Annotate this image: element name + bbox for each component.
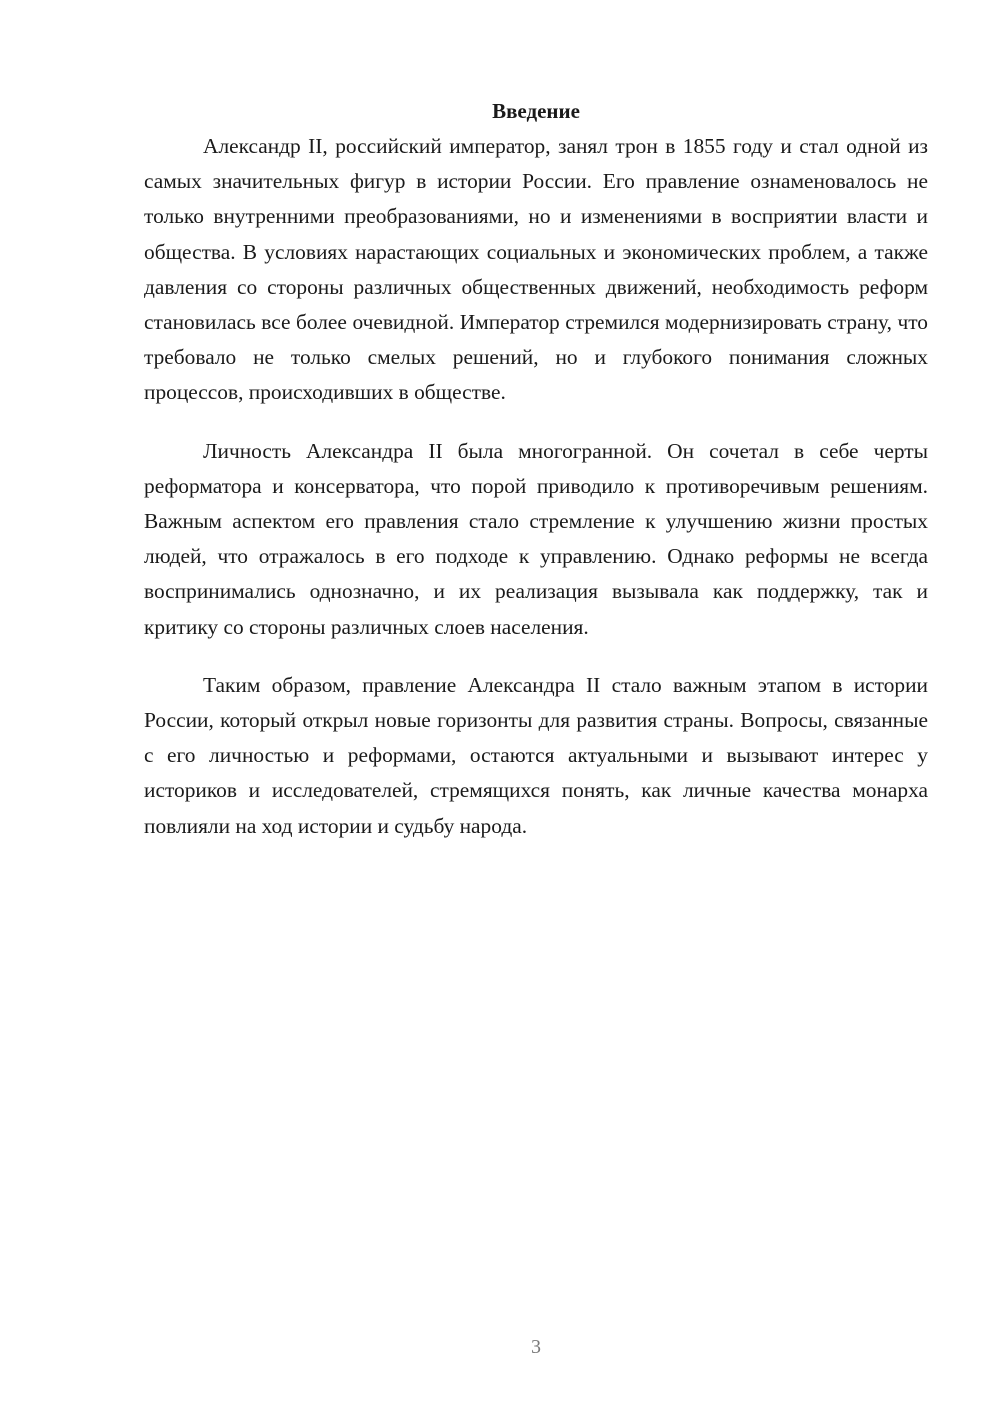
page-number: 3	[531, 1336, 541, 1358]
paragraph-1: Александр II, российский император, занял трон в 1855 году и стал одной из самых значительных фигур в истории России. Его правление ознаменовалось не только внутренними преобразованиями, но и изменениями в восприятии власти и общества. В условиях нарастающих социальных и экономических проблем, а также давления со стороны различных общественных движений, необходимость реформ становилась все более очевидной. Император стремился модернизировать страну, что требовало не только смелых решений, но и глубокого понимания сложных процессов, происходивших в обществе.	[144, 134, 928, 405]
page-content	[144, 94, 928, 867]
paragraph-2: Личность Александра II была многогранной. Он сочетал в себе черты реформатора и консерватора, что порой приводило к противоречивым решениям. Важным аспектом его правления стало стремление к улучшению жизни простых людей, что отражалось в его подходе к управлению. Однако реформы не всегда воспринимались однозначно, и их реализация вызывала как поддержку, так и критику со стороны различных слоев населения.	[144, 438, 928, 639]
section-heading: Введение	[492, 99, 580, 123]
paragraph-3: Таким образом, правление Александра II стало важным этапом в истории России, который открыл новые горизонты для развития страны. Вопросы, связанные с его личностью и реформами, остаются актуальными и вызывают интерес у историков и исследователей, стремящихся понять, как личные качества монарха повлияли на ход истории и судьбу народа.	[144, 672, 928, 838]
